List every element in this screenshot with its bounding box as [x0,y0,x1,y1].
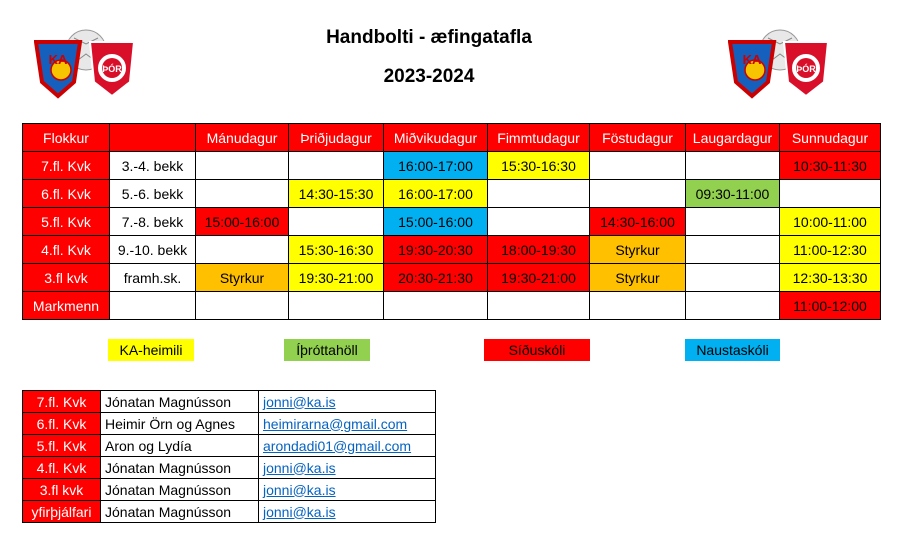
season-label: 2023-2024 [383,66,475,87]
contact-email-link[interactable]: jonni@ka.is [259,501,436,523]
time-cell [590,292,686,320]
logo-text-left: KA [742,52,762,67]
time-cell [488,292,590,320]
time-cell: 18:00-19:30 [488,236,590,264]
header-cell: Föstudagur [590,124,686,152]
contact-name: Jónatan Magnússon [101,501,259,523]
schedule-row [23,236,881,264]
contact-email-link[interactable]: heimirarna@gmail.com [259,413,436,435]
logo-text-right: ÞÓR [796,64,816,74]
time-cell: 19:30-21:00 [289,264,384,292]
header-cell: Sunnudagur [780,124,881,152]
time-cell [590,152,686,180]
contact-email-link[interactable]: jonni@ka.is [259,391,436,413]
time-cell: 12:30-13:30 [780,264,881,292]
time-cell: 16:00-17:00 [384,180,488,208]
time-cell: 14:30-16:00 [590,208,686,236]
header-cell: Þriðjudagur [289,124,384,152]
contact-name: Jónatan Magnússon [101,391,259,413]
legend-siduskoli: Síðuskóli [484,339,590,361]
time-cell [590,180,686,208]
contact-name: Aron og Lydía [101,435,259,457]
time-cell [780,180,881,208]
contact-group: 6.fl. Kvk [23,413,101,435]
time-cell [686,152,780,180]
contact-row [23,413,436,435]
time-cell: 11:00-12:00 [780,292,881,320]
contact-email-link[interactable]: jonni@ka.is [259,479,436,501]
schedule-header-row [23,124,881,152]
schedule-row [23,264,881,292]
header-cell [110,124,196,152]
header-cell: Mánudagur [196,124,289,152]
contacts-table [22,390,436,523]
contact-row [23,479,436,501]
header-cell: Laugardagur [686,124,780,152]
time-cell [384,292,488,320]
club-logo-left [34,28,138,100]
header-cell: Miðvikudagur [384,124,488,152]
legend-naustaskoli: Naustaskóli [685,339,780,361]
contact-group: 3.fl kvk [23,479,101,501]
grade-cell: 3.-4. bekk [110,152,196,180]
contact-row [23,391,436,413]
contact-name: Jónatan Magnússon [101,457,259,479]
time-cell: 10:00-11:00 [780,208,881,236]
group-cell: 7.fl. Kvk [23,152,110,180]
time-cell: Styrkur [590,264,686,292]
contact-email-link[interactable]: arondadi01@gmail.com [259,435,436,457]
time-cell [196,292,289,320]
schedule-row [23,292,881,320]
time-cell: 16:00-17:00 [384,152,488,180]
time-cell: 15:00-16:00 [196,208,289,236]
header-cell: Fimmtudagur [488,124,590,152]
group-cell: 6.fl. Kvk [23,180,110,208]
time-cell: 10:30-11:30 [780,152,881,180]
schedule-row [23,208,881,236]
contact-row [23,457,436,479]
time-cell: 11:00-12:30 [780,236,881,264]
group-cell: Markmenn [23,292,110,320]
contact-name: Heimir Örn og Agnes [101,413,259,435]
grade-cell: 7.-8. bekk [110,208,196,236]
page-title: Handbolti - æfingatafla [326,27,532,48]
group-cell: 3.fl kvk [23,264,110,292]
legend-ka-heimili: KA-heimili [108,339,194,361]
schedule-row [23,180,881,208]
contact-group: 4.fl. Kvk [23,457,101,479]
time-cell [196,236,289,264]
time-cell: 15:30-16:30 [289,236,384,264]
group-cell: 5.fl. Kvk [23,208,110,236]
time-cell: 19:30-21:00 [488,264,590,292]
time-cell: 15:00-16:00 [384,208,488,236]
time-cell: Styrkur [196,264,289,292]
time-cell [289,292,384,320]
time-cell: 19:30-20:30 [384,236,488,264]
time-cell: 15:30-16:30 [488,152,590,180]
time-cell: 14:30-15:30 [289,180,384,208]
contact-row [23,501,436,523]
logo-text-right: ÞÓR [102,64,122,74]
grade-cell: framh.sk. [110,264,196,292]
group-cell: 4.fl. Kvk [23,236,110,264]
contact-name: Jónatan Magnússon [101,479,259,501]
schedule-row [23,152,881,180]
logo-text-left: KA [48,52,68,67]
time-cell [686,236,780,264]
time-cell: Styrkur [590,236,686,264]
schedule-table [22,123,881,320]
time-cell: 20:30-21:30 [384,264,488,292]
legend-ithrottaholl: Íþróttahöll [284,339,370,361]
contact-email-link[interactable]: jonni@ka.is [259,457,436,479]
time-cell [488,180,590,208]
header-cell: Flokkur [23,124,110,152]
contact-group: 7.fl. Kvk [23,391,101,413]
contact-row [23,435,436,457]
grade-cell: 9.-10. bekk [110,236,196,264]
time-cell [196,180,289,208]
time-cell [686,208,780,236]
grade-cell [110,292,196,320]
time-cell [289,208,384,236]
contact-group: 5.fl. Kvk [23,435,101,457]
time-cell [196,152,289,180]
time-cell [686,292,780,320]
contact-group: yfirþjálfari [23,501,101,523]
club-logo-right [728,28,832,100]
grade-cell: 5.-6. bekk [110,180,196,208]
time-cell [686,264,780,292]
time-cell [289,152,384,180]
time-cell [488,208,590,236]
time-cell: 09:30-11:00 [686,180,780,208]
